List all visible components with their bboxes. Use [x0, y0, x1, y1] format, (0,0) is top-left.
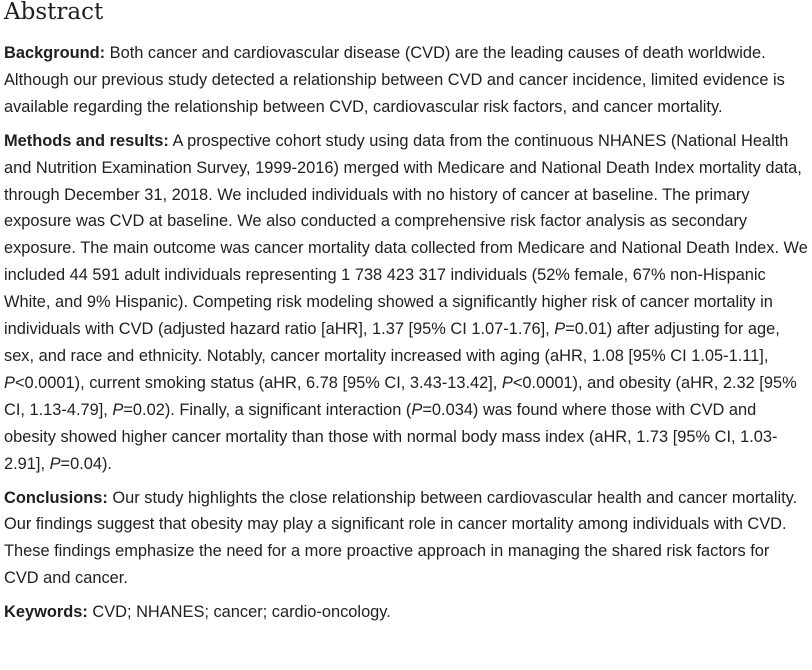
abstract-title: Abstract	[4, 0, 104, 25]
background-label: Background:	[4, 44, 106, 62]
conclusions-text: Our study highlights the close relationship between cardiovascular health and cancer mortality. Our findings suggest that obesity may play a significant role in cancer mortality among individuals with CVD. These findings emphasize the need for a more proactive approach in managing the shared risk factors for CVD and cancer.	[4, 488, 798, 588]
methods-text-2: =0.01) after adjusting for age, sex, and race and ethnicity. Notably, cancer mortality increased with aging (aHR, 1.08 [95% CI 1.05-1.11],	[4, 320, 780, 365]
methods-text-1: A prospective cohort study using data from the continuous NHANES (National Health and Nutrition Examination Survey, 1999-2016) merged with Medicare and National Death Index mortality data, through December 31, 2018. We included individuals with no history of cancer at baseline. The primary exposure was CVD at baseline. We also conducted a comprehensive risk factor analysis as secondary exposure. The main outcome was cancer mortality data collected from Medicare and National Death Index. We included 44 591 adult individuals representing 1 738 423 317 individuals (52% female, 67% non-Hispanic White, and 9% Hispanic). Competing risk modeling showed a significantly higher risk of cancer mortality in individuals with CVD (adjusted hazard ratio [aHR], 1.37 [95% CI 1.07-1.76],	[4, 131, 808, 339]
p-value-symbol: P	[112, 400, 124, 419]
keywords-text: CVD; NHANES; cancer; cardio-oncology.	[87, 603, 391, 622]
p-value-symbol: P	[49, 454, 61, 473]
methods-text-7: =0.04).	[60, 454, 112, 473]
p-value-symbol: P	[4, 373, 15, 392]
methods-results-label: Methods and results:	[4, 131, 169, 150]
p-value-symbol: P	[411, 400, 423, 419]
keywords-paragraph	[4, 599, 808, 626]
p-value-symbol: P	[554, 320, 566, 339]
conclusions-paragraph	[4, 485, 808, 593]
methods-text-6: =0.034) was found where those with CVD and obesity showed higher cancer mortality than those with normal body mass index (aHR, 1.73 [95% CI, 1.03-2.91],	[4, 400, 778, 473]
methods-text-4: <0.0001), and obesity (aHR, 2.32 [95% CI, 1.13-4.79],	[4, 373, 797, 419]
background-text: Both cancer and cardiovascular disease (CVD) are the leading causes of death worldwide. Although our previous study detected a relationship between CVD and cancer incidence, limited evidence is available regarding the relationship between CVD, cardiovascular risk factors, and cancer mortality.	[4, 44, 785, 116]
keywords-label: Keywords:	[4, 603, 88, 622]
methods-results-paragraph	[4, 128, 808, 478]
methods-text-5: =0.02). Finally, a significant interaction (	[123, 400, 412, 419]
p-value-symbol: P	[501, 373, 513, 392]
methods-text-3: <0.0001), current smoking status (aHR, 6.78 [95% CI, 3.43-13.42],	[14, 373, 502, 392]
background-paragraph	[4, 40, 808, 121]
conclusions-label: Conclusions:	[4, 488, 108, 507]
